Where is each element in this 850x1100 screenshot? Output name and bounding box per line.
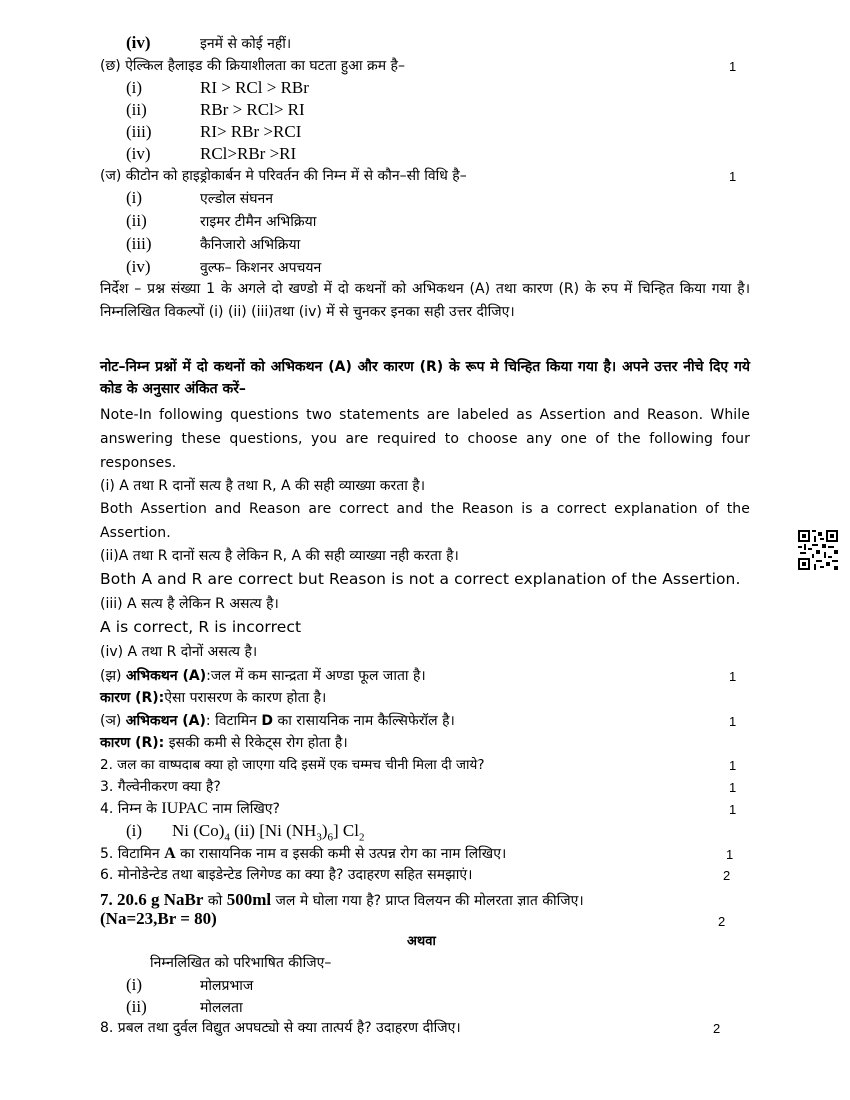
reason-label: कारण (R): bbox=[100, 735, 165, 751]
formula-subscript: 4 bbox=[224, 831, 230, 844]
question-text: 7. 20.6 g NaBr bbox=[100, 890, 204, 909]
qr-code-icon bbox=[798, 530, 838, 570]
reason-text: इसकी कमी से रिकेट्स रोग होता है। bbox=[164, 735, 348, 751]
option-num: (i) bbox=[126, 78, 143, 97]
marks: 1 bbox=[729, 802, 737, 817]
option-num: (ii) bbox=[126, 997, 147, 1016]
question-7-data: (Na=23,Br = 80) bbox=[100, 909, 217, 928]
marks: 1 bbox=[729, 714, 737, 729]
question-8: 8. प्रबल तथा दुर्वल विद्युत अपघट्यो से क्या तात्पर्य है? उदाहरण दीजिए। bbox=[100, 1020, 461, 1036]
question-text: को bbox=[203, 893, 227, 909]
question-text: का रासायनिक नाम व इसकी कमी से उत्पन्न रोग का नाम लिखिए। bbox=[175, 846, 507, 862]
assertion-text: :जल में कम सान्द्रता में अण्डा फूल जाता है। bbox=[206, 668, 426, 684]
formula-part: ] Cl bbox=[333, 821, 359, 840]
option-text: मोलप्रभाज bbox=[200, 978, 254, 994]
reason-label: कारण (R): bbox=[100, 690, 165, 706]
option-num: (iv) bbox=[126, 257, 151, 276]
option-text: एल्डोल संघनन bbox=[200, 191, 274, 207]
question-2: 2. जल का वाष्पदाब क्या हो जाएगा यदि इसमें एक चम्मच चीनी मिला दी जाये? bbox=[100, 757, 485, 773]
reason-jha bbox=[100, 689, 326, 707]
note-english: Note-In following questions two statements are labeled as Assertion and Reason. While answering these questions, you are required to choose any one of the following four responses. bbox=[100, 407, 750, 471]
assertion-text: : विटामिन bbox=[205, 713, 262, 729]
option-text: मोललता bbox=[200, 1000, 243, 1016]
question-text: 500ml bbox=[226, 890, 272, 909]
marks: 1 bbox=[729, 169, 737, 184]
option-num: (iv) bbox=[126, 144, 151, 163]
option-text: इनमें से कोई नहीं। bbox=[200, 36, 292, 52]
question-text: 4. निम्न के bbox=[100, 801, 162, 817]
marks: 2 bbox=[713, 1021, 721, 1036]
option-num: (iv) bbox=[126, 33, 151, 52]
formula-subscript: 3 bbox=[316, 831, 322, 844]
marks: 1 bbox=[729, 59, 737, 74]
marks: 1 bbox=[726, 847, 734, 862]
response-4-hindi: (iv) A तथा R दोनों असत्य है। bbox=[100, 644, 258, 660]
response-1-english: Both Assertion and Reason are correct and the Reason is a correct explanation of the Assertion. bbox=[100, 501, 750, 541]
iupac-text: IUPAC bbox=[161, 800, 208, 817]
question-5 bbox=[100, 845, 506, 863]
note-hindi: नोट–निम्न प्रश्नों में दो कथनों को अभिकथन (A) और कारण (R) के रूप मे चिन्हित किया गया है। अपने उत्तर नीचे दिए गये कोड के अनुसार अंकित करें– bbox=[100, 359, 750, 397]
option-text: RCl>RBr >RI bbox=[200, 144, 297, 163]
option-num: (i) bbox=[126, 188, 143, 207]
question-4 bbox=[100, 800, 280, 818]
formula-part: ) bbox=[321, 821, 328, 840]
assertion-label: अभिकथन (A) bbox=[125, 713, 206, 729]
option-text: RI > RCl > RBr bbox=[200, 78, 309, 97]
question-ja: (ज) कीटोन को हाइड्रोकार्बन मे परिवर्तन की निम्न में से कौन–सी विधि है– bbox=[100, 168, 467, 184]
question-jha bbox=[100, 667, 426, 685]
marks: 1 bbox=[729, 669, 737, 684]
formula-line bbox=[172, 822, 364, 846]
question-label: (ञ) bbox=[100, 713, 126, 729]
assertion-text: का रासायनिक नाम कैल्सिफेरॉल है। bbox=[273, 713, 455, 729]
formula-subscript: 2 bbox=[358, 831, 365, 844]
option-text: राइमर टीमैन अभिक्रिया bbox=[200, 214, 317, 230]
response-3-english: A is correct, R is incorrect bbox=[100, 618, 302, 636]
option-text: वुल्फ– किशनर अपचयन bbox=[200, 260, 322, 276]
marks: 1 bbox=[729, 780, 737, 795]
question-6: 6. मोनोडेन्टेड तथा बाइडेन्टेड लिगेण्ड का क्या है? उदाहरण सहित समझाएं। bbox=[100, 867, 473, 883]
formula-part: (ii) [Ni (NH bbox=[229, 821, 317, 840]
instruction-paragraph: निर्देश – प्रश्न संख्या 1 के अगले दो खण्डो में दो कथनों को अभिकथन (A) तथा कारण (R) के रुप में चिन्हित किया गया है। निम्नलिखित विकल्पों (i) (ii) (iii)तथा (iv) में से चुनकर इनका सही उत्तर दीजिए। bbox=[100, 281, 750, 320]
marks: 1 bbox=[729, 758, 737, 773]
question-nya bbox=[100, 712, 455, 730]
option-num: (i) bbox=[126, 975, 143, 994]
formula-part: Ni (Co) bbox=[172, 821, 225, 840]
response-2-english: Both A and R are correct but Reason is not a correct explanation of the Assertion. bbox=[100, 570, 741, 588]
response-2-hindi: (ii)A तथा R दानों सत्य है लेकिन R, A की सही व्याख्या नही करता है। bbox=[100, 548, 459, 564]
question-label: (झ) bbox=[100, 668, 126, 684]
marks: 2 bbox=[718, 914, 726, 929]
reason-text: ऐसा परासरण के कारण होता है। bbox=[164, 690, 327, 706]
vitamin-letter: D bbox=[261, 713, 274, 729]
question-chh: (छ) ऐल्किल हैलाइड की क्रियाशीलता का घटता हुआ क्रम है– bbox=[100, 58, 405, 74]
option-num: (i) bbox=[126, 821, 143, 840]
option-num: (ii) bbox=[126, 100, 147, 119]
question-text: 5. विटामिन bbox=[100, 846, 165, 862]
response-1-hindi: (i) A तथा R दानों सत्य है तथा R, A की सही व्याख्या करता है। bbox=[100, 478, 426, 494]
question-text: जल मे घोला गया है? प्राप्त विलयन की मोलरता ज्ञात कीजिए। bbox=[271, 893, 584, 909]
question-text: नाम लिखिए? bbox=[207, 801, 280, 817]
formula-subscript: 6 bbox=[327, 831, 333, 844]
option-num: (iii) bbox=[126, 122, 152, 141]
define-instruction: निम्नलिखित को परिभाषित कीजिए– bbox=[150, 955, 332, 971]
marks: 2 bbox=[723, 868, 731, 883]
reason-nya bbox=[100, 734, 348, 752]
option-text: RI> RBr >RCI bbox=[200, 122, 302, 141]
or-divider: अथवा bbox=[407, 934, 436, 949]
option-num: (iii) bbox=[126, 234, 152, 253]
response-3-hindi: (iii) A सत्य है लेकिन R असत्य है। bbox=[100, 596, 279, 612]
option-text: कैनिजारो अभिक्रिया bbox=[200, 237, 301, 253]
assertion-label: अभिकथन (A) bbox=[125, 668, 207, 684]
option-num: (ii) bbox=[126, 211, 147, 230]
question-3: 3. गैल्वेनीकरण क्या है? bbox=[100, 779, 221, 795]
vitamin-letter: A bbox=[164, 845, 176, 862]
option-text: RBr > RCl> RI bbox=[200, 100, 305, 119]
